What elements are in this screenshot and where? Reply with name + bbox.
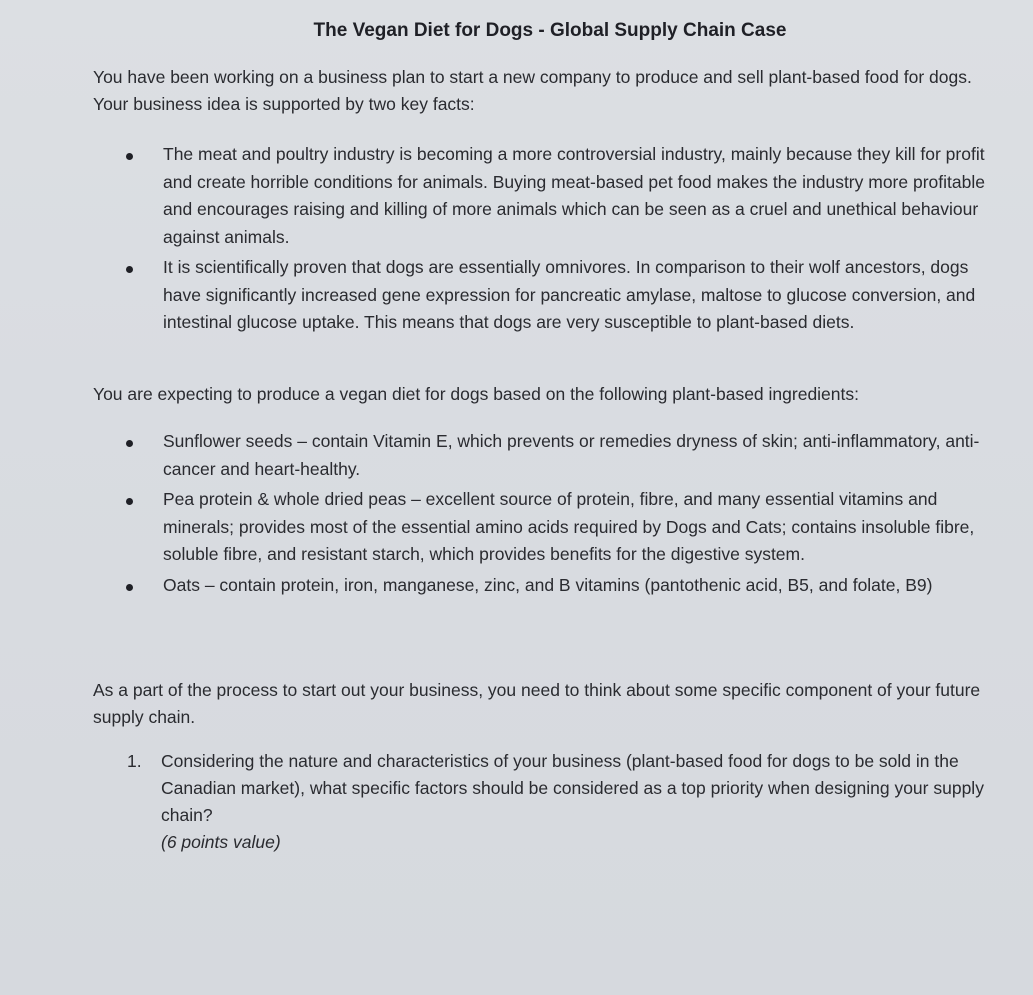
list-item: [0, 486, 1033, 569]
list-item: [0, 572, 1033, 600]
question-text: Considering the nature and characteristics of your business (plant-based food for dogs to be sold in the Canadian market), what specific factors should be considered as a top priority when designing your supply chain?: [161, 751, 984, 825]
intro-paragraph: You have been working on a business plan to start a new company to produce and sell plant-based food for dogs. Your business idea is supported by two key facts:: [93, 67, 972, 114]
process-intro: As a part of the process to start out your business, you need to think about some specific component of your future supply chain.: [93, 680, 981, 727]
ingredient-text: Pea protein & whole dried peas – excellent source of protein, fibre, and many essential vitamins and minerals; provides most of the essential amino acids required by Dogs and Cats; contains insoluble fibre, soluble fibre, and resistant starch, which provides benefits for the digestive system.: [163, 489, 975, 564]
fact-text: It is scientifically proven that dogs are essentially omnivores. In comparison to their wolf ancestors, dogs have significantly increased gene expression for pancreatic amylase, maltose to glucose conversion, and intestinal glucose uptake. This means that dogs are very susceptible to plant-based diets.: [163, 257, 976, 332]
ingredients-intro: You are expecting to produce a vegan diet for dogs based on the following plant-based ingredients:: [93, 384, 860, 404]
list-item: [0, 141, 1033, 251]
bullet-icon: [126, 498, 133, 505]
bullet-icon: [126, 440, 133, 447]
question-body: [161, 748, 1011, 856]
ingredient-text: Oats – contain protein, iron, manganese, zinc, and B vitamins (pantothenic acid, B5, and folate, B9): [163, 574, 933, 595]
list-item: [0, 428, 1033, 483]
question-number: 1.: [127, 751, 142, 771]
list-item: [0, 254, 1033, 337]
ingredient-text: Sunflower seeds – contain Vitamin E, which prevents or remedies dryness of skin; anti-inflammatory, anti-cancer and heart-healthy.: [163, 431, 980, 479]
document-title: The Vegan Diet for Dogs - Global Supply Chain Case: [313, 20, 787, 41]
question-points: (6 points value): [161, 832, 281, 852]
bullet-icon: [126, 153, 133, 160]
fact-text: The meat and poultry industry is becoming a more controversial industry, mainly because they kill for profit and create horrible conditions for animals. Buying meat-based pet food makes the industry more profitable and encourages raising and killing of more animals which can be seen as a cruel and unethical behaviour against animals.: [163, 144, 985, 247]
facts-list: [0, 141, 1033, 340]
bullet-icon: [126, 584, 133, 591]
bullet-icon: [126, 266, 133, 273]
ingredients-list: [0, 428, 1033, 602]
